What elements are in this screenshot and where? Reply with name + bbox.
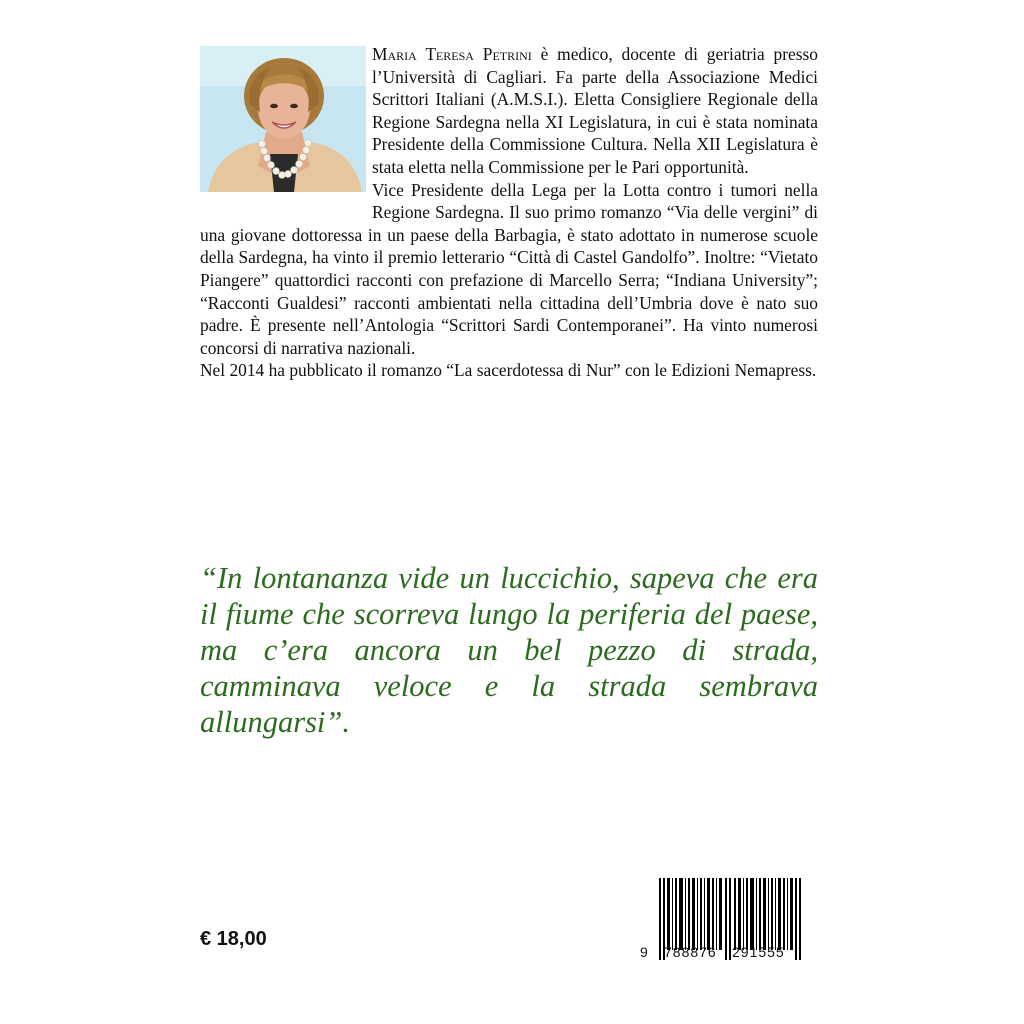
bio-paragraph-3: Nel 2014 ha pubblicato il romanzo “La sacerdotessa di Nur” con le Edizioni Nemapress. [200,360,817,381]
author-name: Maria Teresa Petrini [372,44,532,64]
isbn-prefix: 9 [640,944,649,960]
author-bio [200,43,818,382]
bio-paragraph-2: Vice Presidente della Lega per la Lotta contro i tumori nella Regione Sardegna. Il suo primo romanzo “Via delle vergini” di una giovane dottoressa in un paese della Barbagia, è stato adottato in numerose scuole della Sardegna, ha vinto il premio letterario “Città di Castel Gandolfo”. Inoltre: “Vietato Piangere” quattordici racconti con prefazione di Marcello Serra; “Indiana University”; “Racconti Gualdesi” racconti ambientati nella cittadina dell’Umbria dove è nato suo padre. È presente nell’Antologia “Scrittori Sardi Contemporanei”. Ha vinto numerosi concorsi di narrativa nazionali. [200,179,818,358]
photo-spacer [200,43,372,207]
price-label: € 18,00 [200,928,267,950]
book-excerpt-quote: “In lontananza vide un luccichio, sapeva che era il fiume che scorreva lungo la periferia del paese, ma c’era ancora un bel pezzo di strada, camminava veloce e la strada sembrava allungarsi”. [200,561,818,739]
isbn-group-1: 788876 [664,944,717,960]
isbn-group-2: 291555 [732,944,785,960]
bio-intro: è medico, docente di geriatria presso l’Università di Cagliari. Fa parte della Associazione Medici Scrittori Italiani (A.M.S.I.). Eletta Consigliere Regionale della Regione Sardegna nella XI Legislatura, in cui è stata nominata Presidente della Commissione Cultura. Nella XII Legislatura è stata eletta nella Commissione per le Pari opportunità. [372,44,818,177]
